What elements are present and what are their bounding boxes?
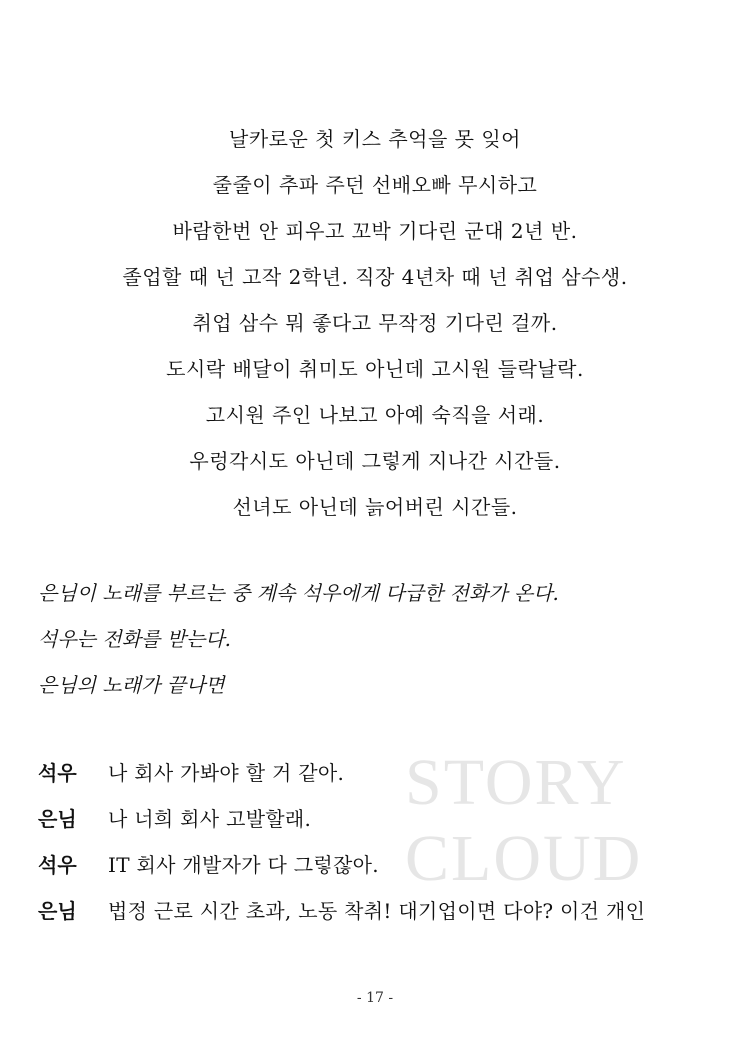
stage-directions [38,570,718,708]
dialogue-line: IT 회사 개발자가 다 그렇잖아. [108,853,379,877]
stage-direction-line: 은님의 노래가 끝나면 [38,673,225,697]
dialogue-line: 나 회사 가봐야 할 거 같아. [108,761,345,785]
dialogue-row [38,750,718,796]
lyric-line: 바람한번 안 피우고 꼬박 기다린 군대 2년 반. [172,219,578,243]
watermark-line-1: STORY [405,746,627,819]
dialogue-row [38,842,718,888]
speaker-name: 은님 [38,807,77,831]
speaker-name: 은님 [38,899,77,923]
speaker-name: 석우 [38,853,77,877]
lyric-line: 날카로운 첫 키스 추억을 못 잊어 [229,127,521,151]
song-lyrics [0,116,750,530]
watermark-line-2: CLOUD [405,822,643,895]
dialogue-block [38,750,718,934]
lyric-line: 졸업할 때 넌 고작 2학년. 직장 4년차 때 넌 취업 삼수생. [122,265,628,289]
page-number: - 17 - [356,990,394,1006]
dialogue-line: 나 너희 회사 고발할래. [108,807,312,831]
dialogue-line: 법정 근로 시간 초과, 노동 착취! 대기업이면 다야? 이건 개인 [108,899,646,923]
lyric-line: 줄줄이 추파 주던 선배오빠 무시하고 [212,173,538,197]
lyric-line: 고시원 주인 나보고 아예 숙직을 서래. [205,403,545,427]
speaker-name: 석우 [38,761,77,785]
dialogue-row [38,888,718,934]
dialogue-row [38,796,718,842]
stage-direction-line: 석우는 전화를 받는다. [38,627,231,651]
stage-direction-line: 은님이 노래를 부르는 중 계속 석우에게 다급한 전화가 온다. [38,581,559,605]
lyric-line: 도시락 배달이 취미도 아닌데 고시원 들락날락. [166,357,584,381]
lyric-line: 선녀도 아닌데 늙어버린 시간들. [232,495,518,519]
lyric-line: 우렁각시도 아닌데 그렇게 지나간 시간들. [189,449,561,473]
lyric-line: 취업 삼수 뭐 좋다고 무작정 기다린 걸까. [192,311,558,335]
